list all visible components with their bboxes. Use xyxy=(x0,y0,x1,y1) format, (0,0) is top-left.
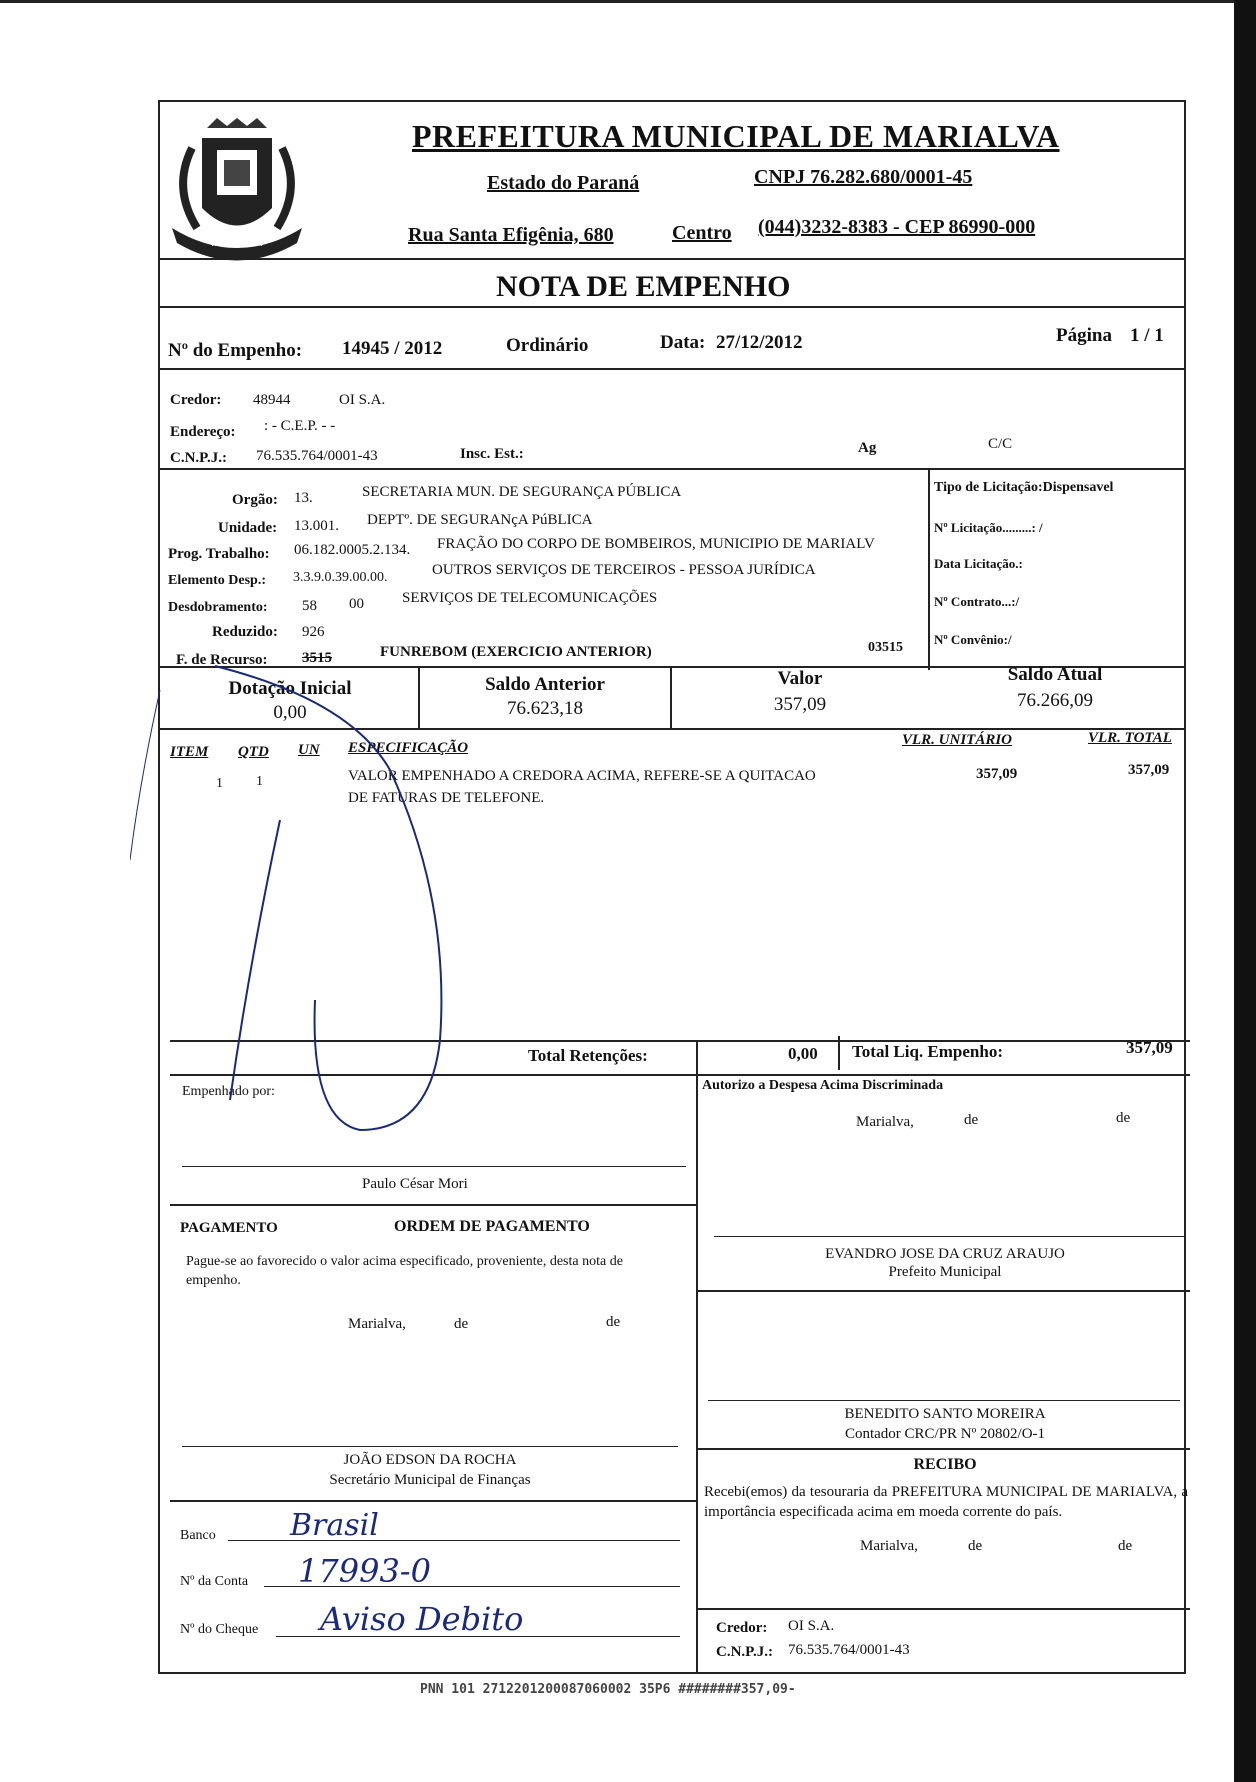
retencoes-value: 0,00 xyxy=(788,1044,818,1063)
contador-name: BENEDITO SANTO MOREIRA xyxy=(844,1406,1046,1422)
n-convenio: Nº Convênio:/ xyxy=(934,632,1012,647)
valor-label: Valor xyxy=(777,668,823,689)
row-qtd: 1 xyxy=(256,774,263,789)
recibo-de-1: de xyxy=(968,1538,983,1554)
col-un: UN xyxy=(298,742,320,758)
pagamento-de-2: de xyxy=(606,1314,621,1330)
divider xyxy=(170,1500,696,1502)
scan-right-edge xyxy=(1234,0,1256,1782)
handwritten-strike-mark xyxy=(130,660,550,1160)
row-unit-value: 357,09 xyxy=(976,766,1018,782)
divider xyxy=(158,368,1186,370)
col-especificacao: ESPECIFICAÇÃO xyxy=(348,740,469,756)
desdobramento-label: Desdobramento: xyxy=(168,600,268,615)
pagamento-city: Marialva, xyxy=(348,1316,406,1332)
col-qtd: QTD xyxy=(238,744,269,760)
divider xyxy=(696,1290,1190,1292)
autorizo-city: Marialva, xyxy=(856,1114,914,1130)
liquido-value: 357,09 xyxy=(1126,1038,1173,1057)
orgao-name: SECRETARIA MUN. DE SEGURANÇA PÚBLICA xyxy=(362,484,682,500)
divider xyxy=(696,1074,698,1674)
col-vlr-unitario: VLR. UNITÁRIO xyxy=(902,732,1013,748)
endereco-label: Endereço: xyxy=(170,424,236,440)
dotacao-label: Dotação Inicial xyxy=(228,678,352,699)
divider xyxy=(696,1448,1190,1450)
signature-line xyxy=(714,1236,1184,1237)
recibo-title: RECIBO xyxy=(913,1456,977,1473)
cheque-label: Nº do Cheque xyxy=(180,1622,259,1637)
header-street: Rua Santa Efigênia, 680 xyxy=(408,224,614,246)
prog-code: 06.182.0005.2.134. xyxy=(294,542,411,558)
desdobramento-sub: 00 xyxy=(349,596,364,612)
document-title: NOTA DE EMPENHO xyxy=(496,270,791,303)
unidade-name: DEPTº. DE SEGURANçA PúBLICA xyxy=(367,512,593,528)
recibo-cnpj-label: C.N.P.J.: xyxy=(716,1644,773,1660)
prefeito-role: Prefeito Municipal xyxy=(888,1264,1002,1280)
ag-label: Ag xyxy=(858,440,877,456)
crest-lettering: MARIALVA xyxy=(211,238,263,249)
credor-code: 48944 xyxy=(253,392,291,408)
municipal-crest-icon xyxy=(162,118,312,276)
autorizo-label: Autorizo a Despesa Acima Discriminada xyxy=(702,1078,944,1093)
page-label: Página xyxy=(1056,325,1112,346)
row-total-value: 357,09 xyxy=(1128,762,1170,778)
signature-line xyxy=(708,1400,1180,1401)
page-title: PREFEITURA MUNICIPAL DE MARIALVA xyxy=(412,118,1060,154)
elemento-name: OUTROS SERVIÇOS DE TERCEIROS - PESSOA JURÍDICA xyxy=(432,562,816,578)
divider xyxy=(158,468,1186,470)
recurso-code: 3515 xyxy=(302,650,332,666)
cnpj-label: C.N.P.J.: xyxy=(170,450,227,466)
endereco-value: : - C.E.P. - - xyxy=(264,418,336,434)
orgao-label: Orgão: xyxy=(232,492,278,508)
divider xyxy=(170,1204,696,1206)
footer-code: PNN 101 2712201200087060002 35P6 ########357,09- xyxy=(420,1682,796,1697)
prefeito-name: EVANDRO JOSE DA CRUZ ARAUJO xyxy=(825,1246,1065,1262)
conta-label: Nº da Conta xyxy=(180,1574,249,1589)
recibo-credor-label: Credor: xyxy=(716,1620,768,1636)
retencoes-label: Total Retenções: xyxy=(528,1046,648,1065)
elemento-label: Elemento Desp.: xyxy=(168,573,266,588)
contador-role: Contador CRC/PR Nº 20802/O-1 xyxy=(844,1426,1046,1442)
divider xyxy=(928,470,930,670)
secretario-role: Secretário Municipal de Finanças xyxy=(329,1472,531,1488)
elemento-code: 3.3.9.0.39.00.00. xyxy=(293,570,388,585)
insc-est-label: Insc. Est.: xyxy=(460,446,524,462)
divider xyxy=(158,306,1186,308)
orgao-code: 13. xyxy=(294,490,313,506)
saldo-anterior-value: 76.623,18 xyxy=(507,698,583,719)
n-contrato: Nº Contrato...:/ xyxy=(934,594,1020,609)
empenho-number-label: Nº do Empenho: xyxy=(168,340,303,361)
pague-text: Pague-se ao favorecido o valor acima especificado, proveniente, desta nota de empenho. xyxy=(186,1254,623,1288)
recurso-name: FUNREBOM (EXERCICIO ANTERIOR) xyxy=(380,644,652,660)
autorizo-de-1: de xyxy=(964,1112,979,1128)
n-licitacao: Nº Licitação.........: / xyxy=(934,520,1043,535)
unidade-label: Unidade: xyxy=(218,520,278,536)
recibo-cnpj-value: 76.535.764/0001-43 xyxy=(788,1642,910,1658)
credor-name: OI S.A. xyxy=(339,392,386,408)
data-licitacao: Data Licitação.: xyxy=(934,556,1023,571)
pagamento-de-1: de xyxy=(454,1316,469,1332)
recurso-label: F. de Recurso: xyxy=(176,652,268,668)
empenho-type: Ordinário xyxy=(506,335,589,356)
saldo-atual-label: Saldo Atual xyxy=(1007,664,1103,685)
recibo-text: Recebi(emos) da tesouraria da PREFEITURA MUNICIPAL DE MARIALVA, a importância especificada acima em moeda corrente do país. xyxy=(704,1484,1188,1520)
tipo-licitacao: Tipo de Licitação:Dispensavel xyxy=(934,480,1114,495)
desdobramento-name: SERVIÇOS DE TELECOMUNICAÇÕES xyxy=(402,590,658,606)
ordem-pagamento-label: ORDEM DE PAGAMENTO xyxy=(394,1218,590,1235)
desdobramento-code: 58 xyxy=(302,598,317,614)
recibo-city: Marialva, xyxy=(860,1538,918,1554)
unidade-code: 13.001. xyxy=(294,518,339,534)
divider xyxy=(696,1608,1190,1610)
header-cnpj: CNPJ 76.282.680/0001-45 xyxy=(754,166,973,188)
cc-label: C/C xyxy=(988,436,1013,452)
dotacao-value: 0,00 xyxy=(273,702,307,723)
prog-label: Prog. Trabalho: xyxy=(168,546,270,562)
col-vlr-total: VLR. TOTAL xyxy=(1088,730,1172,746)
recibo-credor-name: OI S.A. xyxy=(788,1618,835,1634)
prog-name: FRAÇÃO DO CORPO DE BOMBEIROS, MUNICIPIO DE MARIALV xyxy=(437,536,875,552)
banco-handwritten: Brasil xyxy=(290,1508,379,1543)
autorizo-de-2: de xyxy=(1116,1110,1131,1126)
header-district: Centro xyxy=(672,222,732,244)
header-phone-cep: (044)3232-8383 - CEP 86990-000 xyxy=(758,216,1036,238)
divider xyxy=(696,1040,698,1074)
empenho-date-label: Data: xyxy=(660,332,706,353)
signature-line xyxy=(182,1446,678,1447)
row-spec-line2: DE FATURAS DE TELEFONE. xyxy=(348,790,545,806)
reduzido-value: 926 xyxy=(302,624,325,640)
scan-top-edge xyxy=(0,0,1256,3)
col-item: ITEM xyxy=(170,744,209,760)
reduzido-label: Reduzido: xyxy=(212,624,278,640)
row-item: 1 xyxy=(216,776,223,791)
empenho-date: 27/12/2012 xyxy=(716,332,803,353)
empenhado-name: Paulo César Mori xyxy=(362,1176,468,1192)
cnpj-value: 76.535.764/0001-43 xyxy=(256,448,378,464)
secretario-name: JOÃO EDSON DA ROCHA xyxy=(343,1452,517,1468)
empenho-number: 14945 / 2012 xyxy=(342,338,443,359)
empenhado-por-label: Empenhado por: xyxy=(182,1084,275,1099)
valor-value: 357,09 xyxy=(773,694,827,715)
state-name: Estado do Paraná xyxy=(487,172,640,194)
recurso-number: 03515 xyxy=(868,640,903,655)
saldo-anterior-label: Saldo Anterior xyxy=(485,674,605,695)
saldo-atual-value: 76.266,09 xyxy=(1017,690,1093,711)
row-spec-line1: VALOR EMPENHADO A CREDORA ACIMA, REFERE-SE A QUITACAO xyxy=(348,768,816,784)
conta-handwritten: 17993-0 xyxy=(298,1552,431,1590)
divider xyxy=(158,258,1186,260)
divider xyxy=(838,1036,840,1070)
recibo-de-2: de xyxy=(1118,1538,1133,1554)
page-number: 1 / 1 xyxy=(1130,325,1164,346)
banco-label: Banco xyxy=(180,1528,216,1543)
credor-label: Credor: xyxy=(170,392,222,408)
pagamento-label: PAGAMENTO xyxy=(180,1220,278,1236)
liquido-label: Total Liq. Empenho: xyxy=(852,1042,1003,1061)
cheque-handwritten: Aviso Debito xyxy=(320,1600,524,1638)
signature-line xyxy=(182,1166,686,1167)
